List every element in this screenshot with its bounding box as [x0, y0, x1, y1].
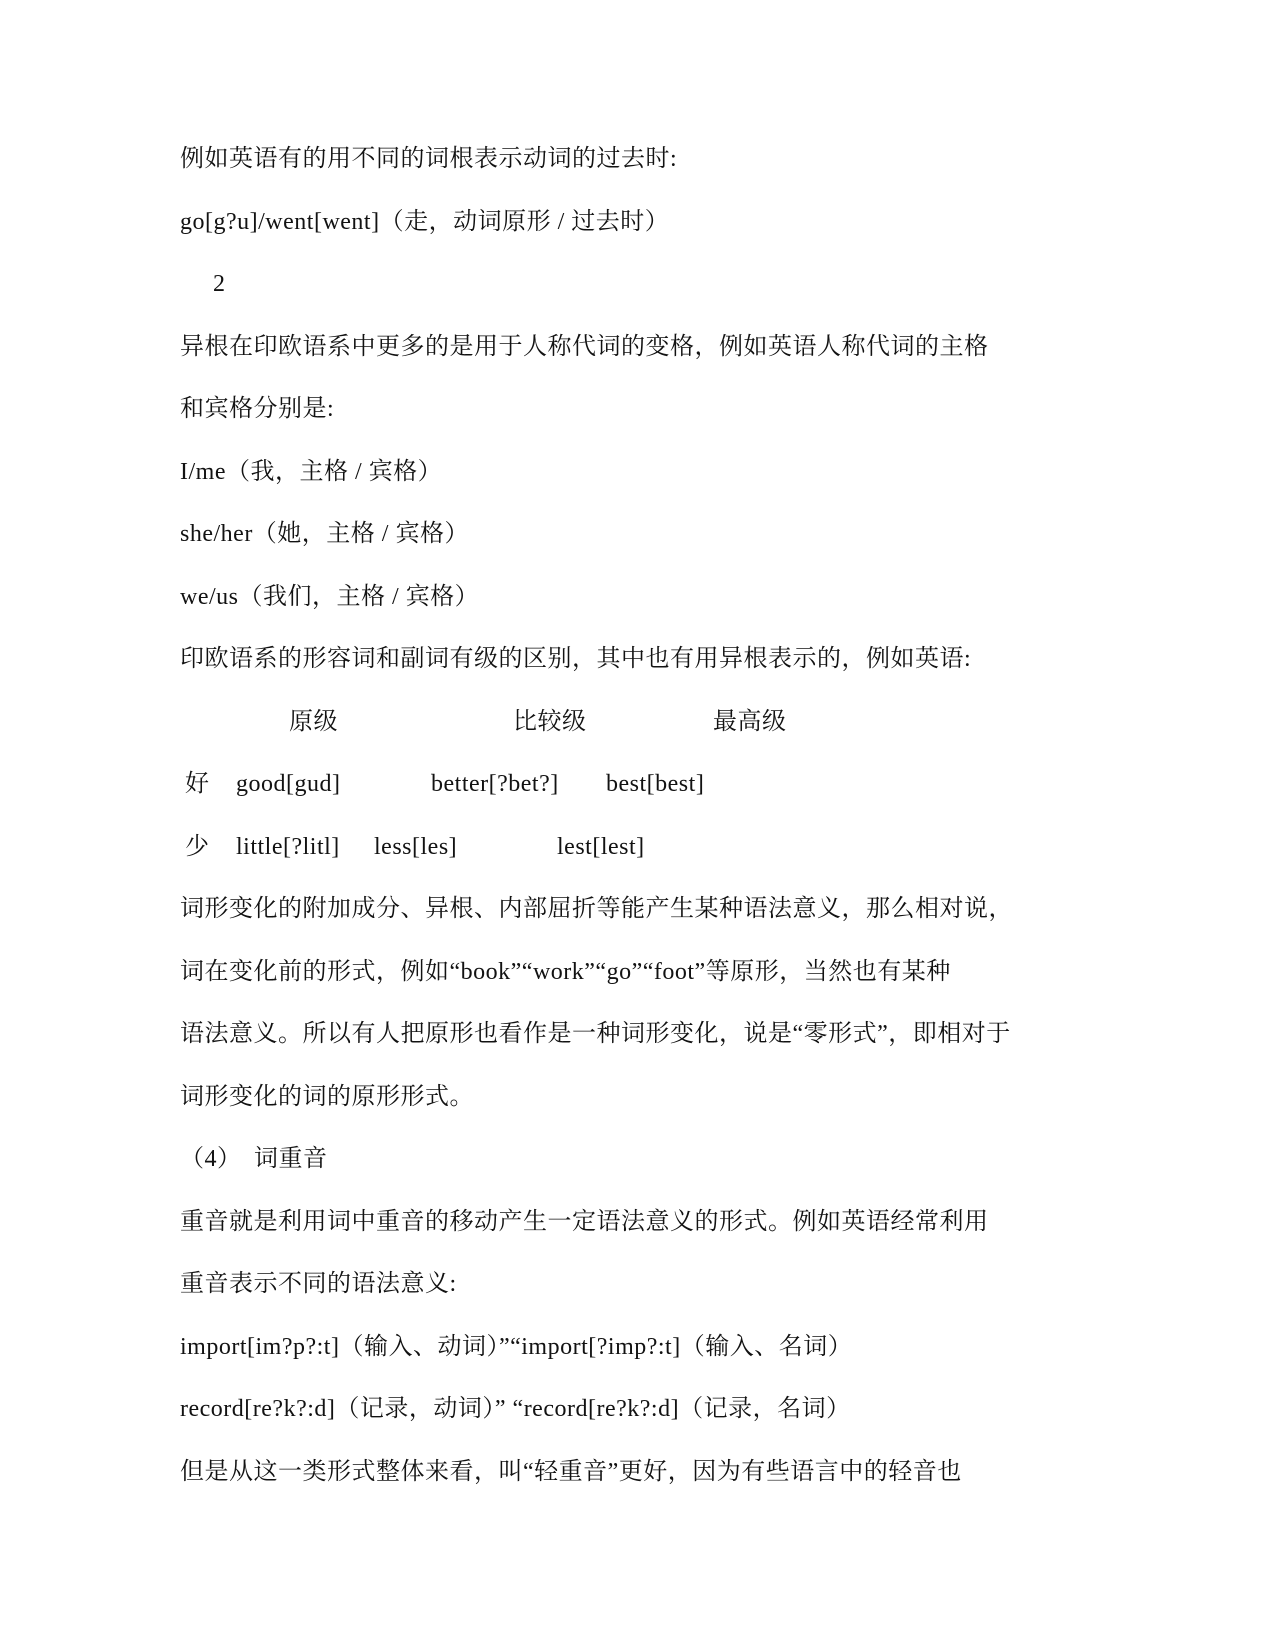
text-line: import[im?p?:t]（输入、动词）”“import[?imp?:t]（输入、名词）	[180, 1333, 853, 1360]
grade-cell-comparative: better[?bet?]	[431, 771, 559, 797]
text-line: go[g?u]/went[went]（走，动词原形 / 过去时）	[180, 208, 670, 235]
text-line: 词在变化前的形式，例如“book”“work”“go”“foot”等原形，当然也有某种	[180, 958, 951, 985]
grade-cell-positive: little[?litl]	[236, 833, 340, 860]
grade-table-header-row	[180, 691, 1080, 754]
text-line: 重音表示不同的语法意义:	[180, 1271, 457, 1297]
grade-table-row-good	[180, 753, 1080, 816]
grade-header-superlative: 最高级	[713, 708, 787, 735]
text-line: 重音就是利用词中重音的移动产生一定语法意义的形式。例如英语经常利用	[180, 1208, 989, 1235]
grade-cell-superlative: lest[lest]	[557, 833, 645, 860]
grade-cell-label: 少	[185, 833, 210, 860]
grade-table-row-little	[180, 816, 1080, 879]
text-line: she/her（她，主格 / 宾格）	[180, 521, 469, 547]
grade-cell-positive: good[gud]	[236, 771, 341, 797]
page-text-block	[180, 128, 1080, 1503]
text-line: 异根在印欧语系中更多的是用于人称代词的变格，例如英语人称代词的主格	[180, 333, 989, 360]
grade-header-comparative: 比较级	[513, 708, 587, 735]
text-line-number-2: 2	[213, 271, 226, 297]
text-line: 词形变化的附加成分、异根、内部屈折等能产生某种语法意义，那么相对说，	[180, 896, 1013, 922]
section-heading-word-stress: （4） 词重音	[180, 1146, 328, 1172]
grade-cell-superlative: best[best]	[606, 771, 705, 797]
text-line: 语法意义。所以有人把原形也看作是一种词形变化，说是“零形式”，即相对于	[180, 1021, 1011, 1047]
text-line: 词形变化的词的原形形式。	[180, 1083, 474, 1110]
text-line: we/us（我们，主格 / 宾格）	[180, 583, 480, 610]
text-line: 印欧语系的形容词和副词有级的区别，其中也有用异根表示的，例如英语:	[180, 646, 972, 672]
text-line: I/me（我，主格 / 宾格）	[180, 458, 443, 485]
text-line: 但是从这一类形式整体来看，叫“轻重音”更好，因为有些语言中的轻音也	[180, 1458, 962, 1485]
grade-header-positive: 原级	[289, 708, 338, 735]
grade-cell-label: 好	[185, 771, 210, 797]
text-line: 和宾格分别是:	[180, 396, 335, 422]
text-line: 例如英语有的用不同的词根表示动词的过去时:	[180, 146, 678, 172]
text-line: record[re?k?:d]（记录，动词）” “record[re?k?:d]（记录，名词）	[180, 1396, 851, 1422]
grade-cell-comparative: less[les]	[374, 833, 458, 860]
